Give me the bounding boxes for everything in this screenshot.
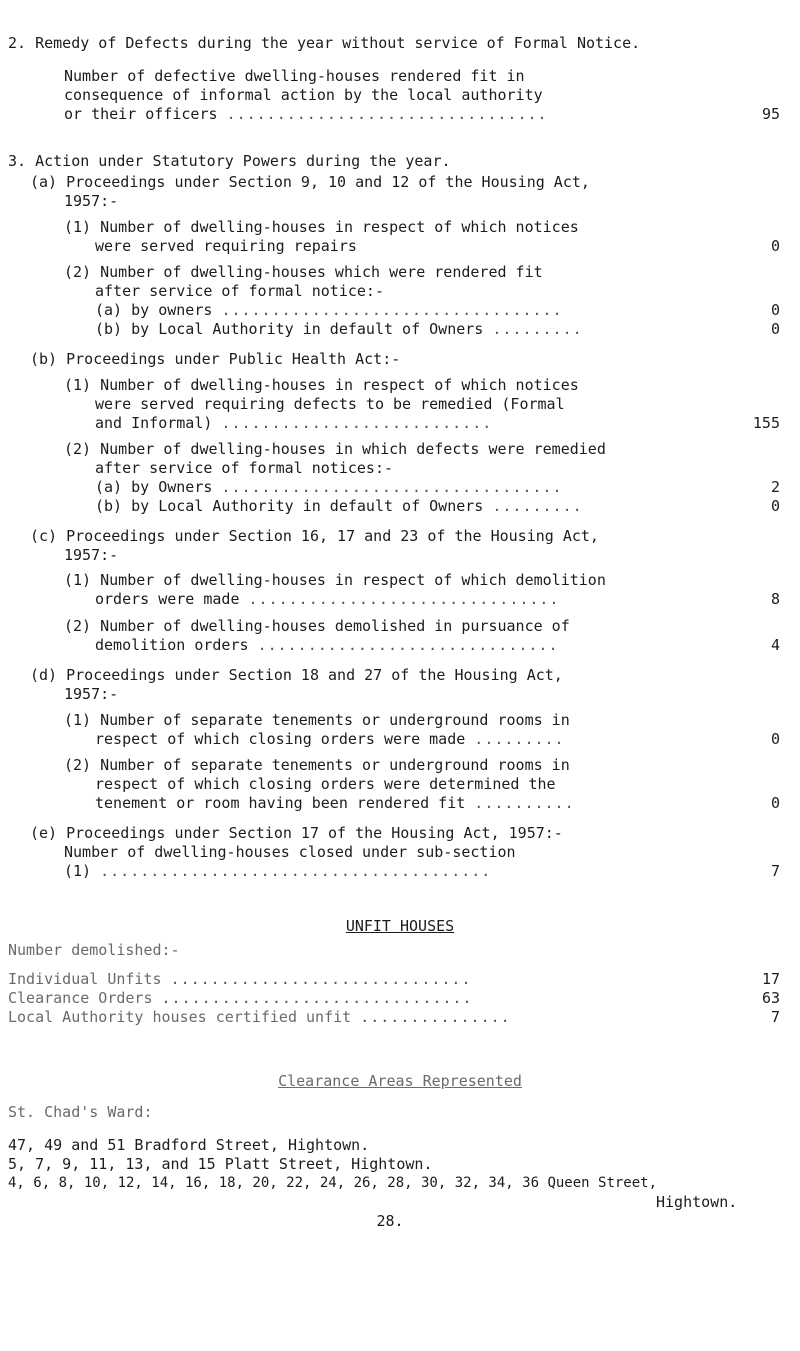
item-text: (2) Number of dwelling-houses in which defects were remedied: [64, 440, 606, 458]
unfit-row: [8, 1008, 511, 1027]
item-value: 0: [770, 320, 780, 338]
clearance-title-text: Clearance Areas Represented: [278, 1072, 522, 1090]
dot-leader: ..................................: [221, 301, 563, 319]
subsection-a-heading-cont: 1957:-: [64, 192, 119, 210]
item-text: respect of which closing orders were determined the: [95, 775, 556, 793]
item-value: 0: [770, 794, 780, 812]
item-value: 0: [770, 730, 780, 748]
item-text: [95, 497, 583, 516]
ward-heading: St. Chad's Ward:: [8, 1103, 153, 1121]
subsection-c-heading-cont: 1957:-: [64, 546, 119, 564]
dot-leader: .........: [492, 320, 583, 338]
item-value: 7: [770, 862, 780, 880]
subsection-d-heading: (d) Proceedings under Section 18 and 27 of the Housing Act,: [30, 666, 563, 684]
dot-leader: ..................................: [221, 478, 563, 496]
item-label: or their officers: [64, 105, 218, 123]
unfit-row-value: 63: [761, 989, 780, 1007]
item-text: [95, 320, 583, 339]
item-label: (b) by Local Authority in default of Owners: [95, 320, 484, 338]
address-line: 47, 49 and 51 Bradford Street, Hightown.: [8, 1136, 370, 1154]
item-value: 0: [770, 237, 780, 255]
unfit-row: [8, 970, 472, 989]
item-label: demolition orders: [95, 636, 249, 654]
item-text: (2) Number of separate tenements or underground rooms in: [64, 756, 570, 774]
unfit-houses-subtitle: Number demolished:-: [8, 941, 180, 959]
unfit-houses-title: UNFIT HOUSES: [345, 917, 455, 935]
subsection-c-heading: (c) Proceedings under Section 16, 17 and 23 of the Housing Act,: [30, 527, 599, 545]
item-text: Number of dwelling-houses closed under sub-section: [64, 843, 516, 861]
item-label: Individual Unfits: [8, 970, 162, 988]
item-text: (2) Number of dwelling-houses demolished in pursuance of: [64, 617, 570, 635]
dot-leader: .........: [474, 730, 565, 748]
address-line: 5, 7, 9, 11, 13, and 15 Platt Street, Hightown.: [8, 1155, 433, 1173]
item-text: [95, 636, 559, 655]
section-2-value: 95: [761, 105, 780, 123]
item-value: 0: [770, 497, 780, 515]
item-value: 0: [770, 301, 780, 319]
item-text: [95, 730, 565, 749]
subsection-a-heading: (a) Proceedings under Section 9, 10 and 12 of the Housing Act,: [30, 173, 590, 191]
section-2-heading: 2. Remedy of Defects during the year without service of Formal Notice.: [8, 34, 641, 52]
item-text: (1) Number of dwelling-houses in respect of which demolition: [64, 571, 606, 589]
dot-leader: ................................: [226, 105, 548, 123]
item-text: (1) Number of dwelling-houses in respect of which notices: [64, 218, 579, 236]
item-label: orders were made: [95, 590, 240, 608]
dot-leader: ...............................: [161, 989, 473, 1007]
item-label: (1): [64, 862, 92, 880]
dot-leader: ...............................: [248, 590, 560, 608]
item-label: Clearance Orders: [8, 989, 153, 1007]
unfit-row-value: 17: [761, 970, 780, 988]
item-text: [64, 862, 491, 881]
item-text: [95, 414, 492, 433]
item-text: [95, 794, 575, 813]
item-text: [95, 301, 562, 320]
item-text: (1) Number of dwelling-houses in respect of which notices: [64, 376, 579, 394]
section-2-text-line: [64, 105, 548, 124]
dot-leader: ..............................: [257, 636, 559, 654]
unfit-row-value: 7: [770, 1008, 780, 1026]
address-line: 4, 6, 8, 10, 12, 14, 16, 18, 20, 22, 24, 26, 28, 30, 32, 34, 36 Queen Street,: [8, 1175, 658, 1191]
item-text: were served requiring defects to be remedied (Formal: [95, 395, 565, 413]
item-text: after service of formal notices:-: [95, 459, 394, 477]
item-value: 8: [770, 590, 780, 608]
clearance-areas-title: [0, 1072, 800, 1091]
dot-leader: ..........: [474, 794, 575, 812]
item-text: [95, 590, 560, 609]
item-value: 4: [770, 636, 780, 654]
subsection-e-heading: (e) Proceedings under Section 17 of the Housing Act, 1957:-: [30, 824, 563, 842]
section-2-text-line: consequence of informal action by the local authority: [64, 86, 543, 104]
dot-leader: .........: [492, 497, 583, 515]
dot-leader: ..............................: [170, 970, 472, 988]
dot-leader: .......................................: [100, 862, 492, 880]
dot-leader: ...............: [360, 1008, 511, 1026]
address-line: Hightown.: [656, 1193, 738, 1211]
item-text: were served requiring repairs: [95, 237, 357, 255]
item-text: (2) Number of dwelling-houses which were rendered fit: [64, 263, 543, 281]
item-label: tenement or room having been rendered fit: [95, 794, 466, 812]
section-3-heading: 3. Action under Statutory Powers during the year.: [8, 152, 451, 170]
subsection-d-heading-cont: 1957:-: [64, 685, 119, 703]
item-label: (a) by owners: [95, 301, 213, 319]
page-number: 28.: [376, 1212, 404, 1230]
dot-leader: ...........................: [221, 414, 493, 432]
unfit-row: [8, 989, 473, 1008]
item-label: (a) by Owners: [95, 478, 213, 496]
item-value: 155: [752, 414, 780, 432]
item-text: after service of formal notice:-: [95, 282, 384, 300]
subsection-b-heading: (b) Proceedings under Public Health Act:-: [30, 350, 401, 368]
item-label: and Informal): [95, 414, 213, 432]
item-label: (b) by Local Authority in default of Owners: [95, 497, 484, 515]
item-value: 2: [770, 478, 780, 496]
item-text: [95, 478, 562, 497]
item-label: respect of which closing orders were made: [95, 730, 466, 748]
item-text: (1) Number of separate tenements or underground rooms in: [64, 711, 570, 729]
section-2-text-line: Number of defective dwelling-houses rendered fit in: [64, 67, 525, 85]
item-label: Local Authority houses certified unfit: [8, 1008, 352, 1026]
